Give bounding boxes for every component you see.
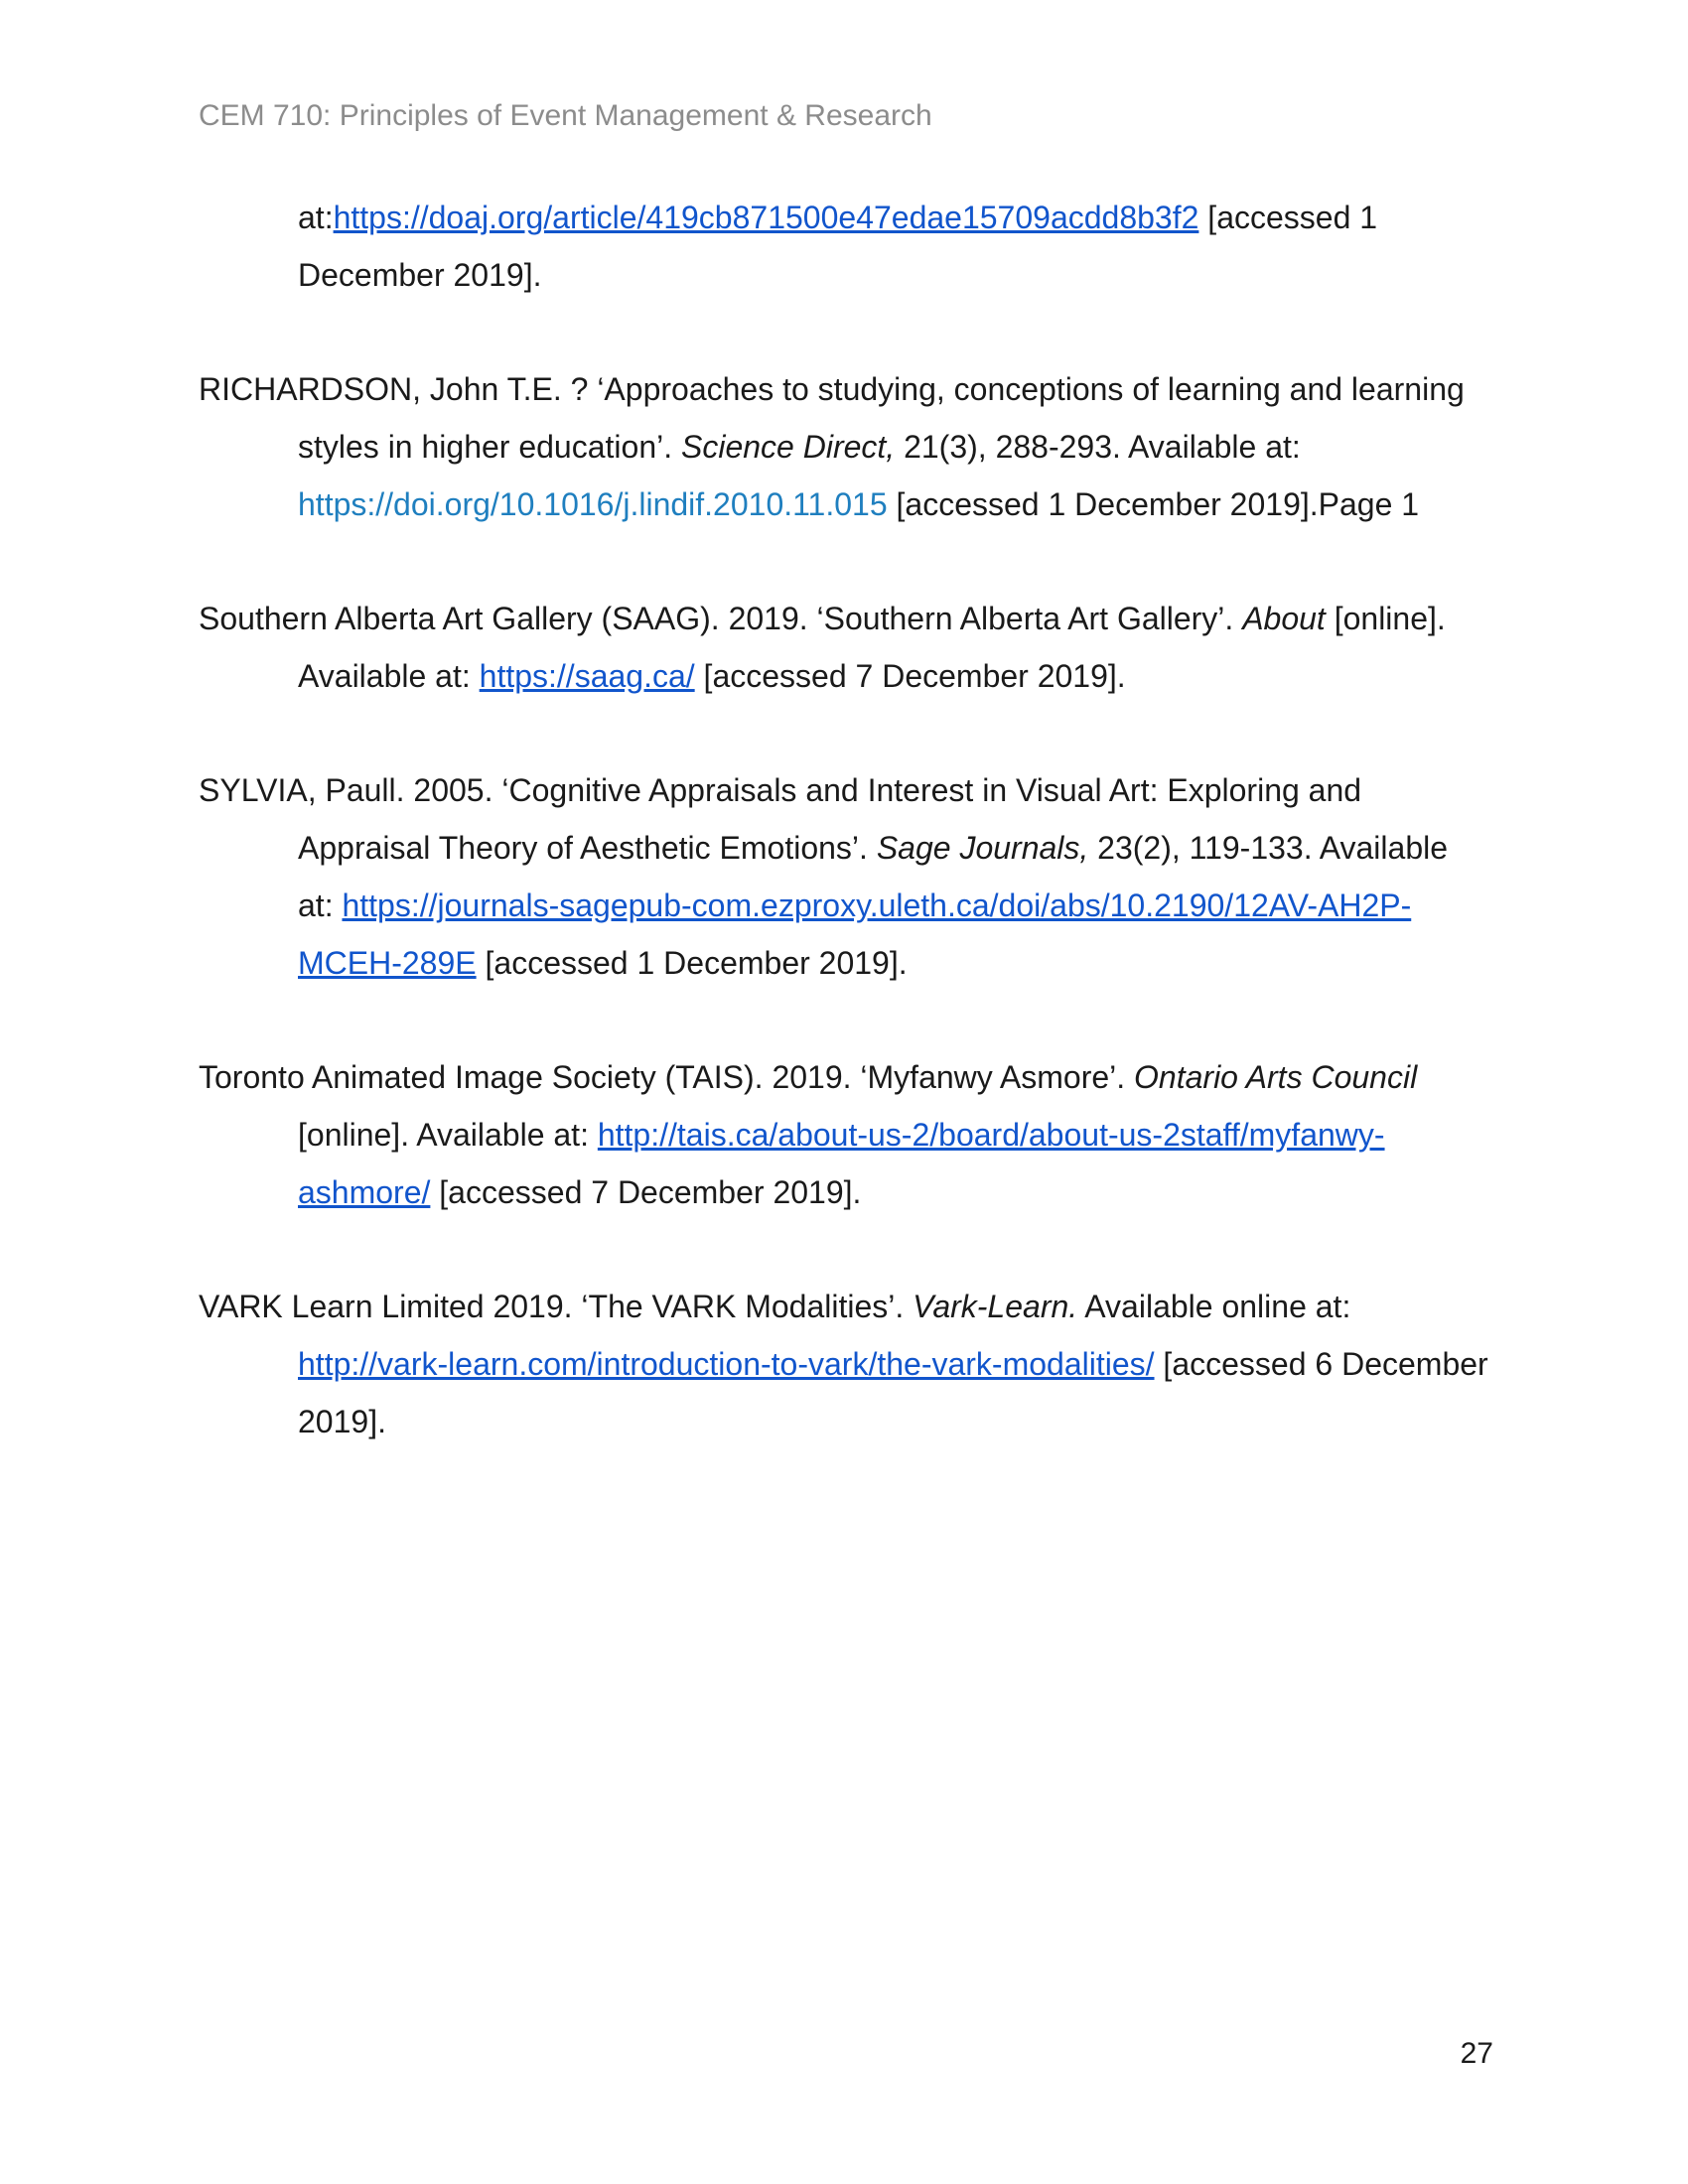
reference-entry <box>199 1278 1489 1450</box>
reference-entry <box>199 761 1489 992</box>
reference-list <box>199 189 1489 1507</box>
source-title: Science Direct, <box>681 429 896 465</box>
reference-text: [accessed 6 December 2019]. <box>298 1346 1488 1439</box>
reference-text: at: <box>298 200 334 235</box>
reference-link[interactable]: https://doaj.org/article/419cb871500e47edae15709acdd8b3f2 <box>333 200 1199 235</box>
reference-entry <box>199 590 1489 705</box>
reference-link[interactable]: http://tais.ca/about-us-2/board/about-us-2staff/myfanwy-ashmore/ <box>298 1117 1385 1210</box>
page-number: 27 <box>1460 2037 1493 2070</box>
source-title: Vark-Learn. <box>913 1289 1078 1324</box>
reference-entry <box>199 360 1489 533</box>
reference-text: [accessed 1 December 2019]. <box>476 945 908 981</box>
source-title: Sage Journals, <box>876 830 1089 866</box>
reference-text: 23(2), 119-133. Available at: <box>298 830 1449 923</box>
reference-text: [online]. Available at: <box>298 601 1446 694</box>
reference-text: [accessed 7 December 2019]. <box>430 1174 862 1210</box>
reference-text: Toronto Animated Image Society (TAIS). 2019. ‘Myfanwy Asmore’. <box>199 1059 1135 1095</box>
reference-link[interactable]: https://saag.ca/ <box>479 658 695 694</box>
reference-text: RICHARDSON, John T.E. ? ‘Approaches to studying, conceptions of learning and learning styles in higher education’. <box>199 371 1465 465</box>
reference-text: [accessed 1 December 2019]. <box>298 200 1378 293</box>
source-title: About <box>1242 601 1326 636</box>
reference-text: Available online at: <box>1077 1289 1351 1324</box>
source-title: Ontario Arts Council <box>1134 1059 1418 1095</box>
reference-text: [accessed 1 December 2019].Page 1 <box>887 486 1420 522</box>
reference-text: VARK Learn Limited 2019. ‘The VARK Modalities’. <box>199 1289 914 1324</box>
reference-text: [accessed 7 December 2019]. <box>694 658 1126 694</box>
reference-entry <box>199 1048 1489 1221</box>
reference-text: SYLVIA, Paull. 2005. ‘Cognitive Appraisals and Interest in Visual Art: Exploring and Appraisal Theory of Aesthetic Emotions’. <box>199 772 1362 866</box>
reference-continuation <box>199 189 1489 304</box>
reference-link[interactable]: http://vark-learn.com/introduction-to-vark/the-vark-modalities/ <box>298 1346 1155 1382</box>
reference-text: Southern Alberta Art Gallery (SAAG). 2019. ‘Southern Alberta Art Gallery’. <box>199 601 1243 636</box>
running-header: CEM 710: Principles of Event Management & Research <box>199 99 932 132</box>
reference-link[interactable]: https://doi.org/10.1016/j.lindif.2010.11.015 <box>298 486 888 522</box>
reference-text: 21(3), 288-293. Available at: <box>895 429 1301 465</box>
reference-text: [online]. Available at: <box>298 1117 598 1153</box>
reference-link[interactable]: https://journals-sagepub-com.ezproxy.uleth.ca/doi/abs/10.2190/12AV-AH2P-MCEH-289E <box>298 887 1412 981</box>
